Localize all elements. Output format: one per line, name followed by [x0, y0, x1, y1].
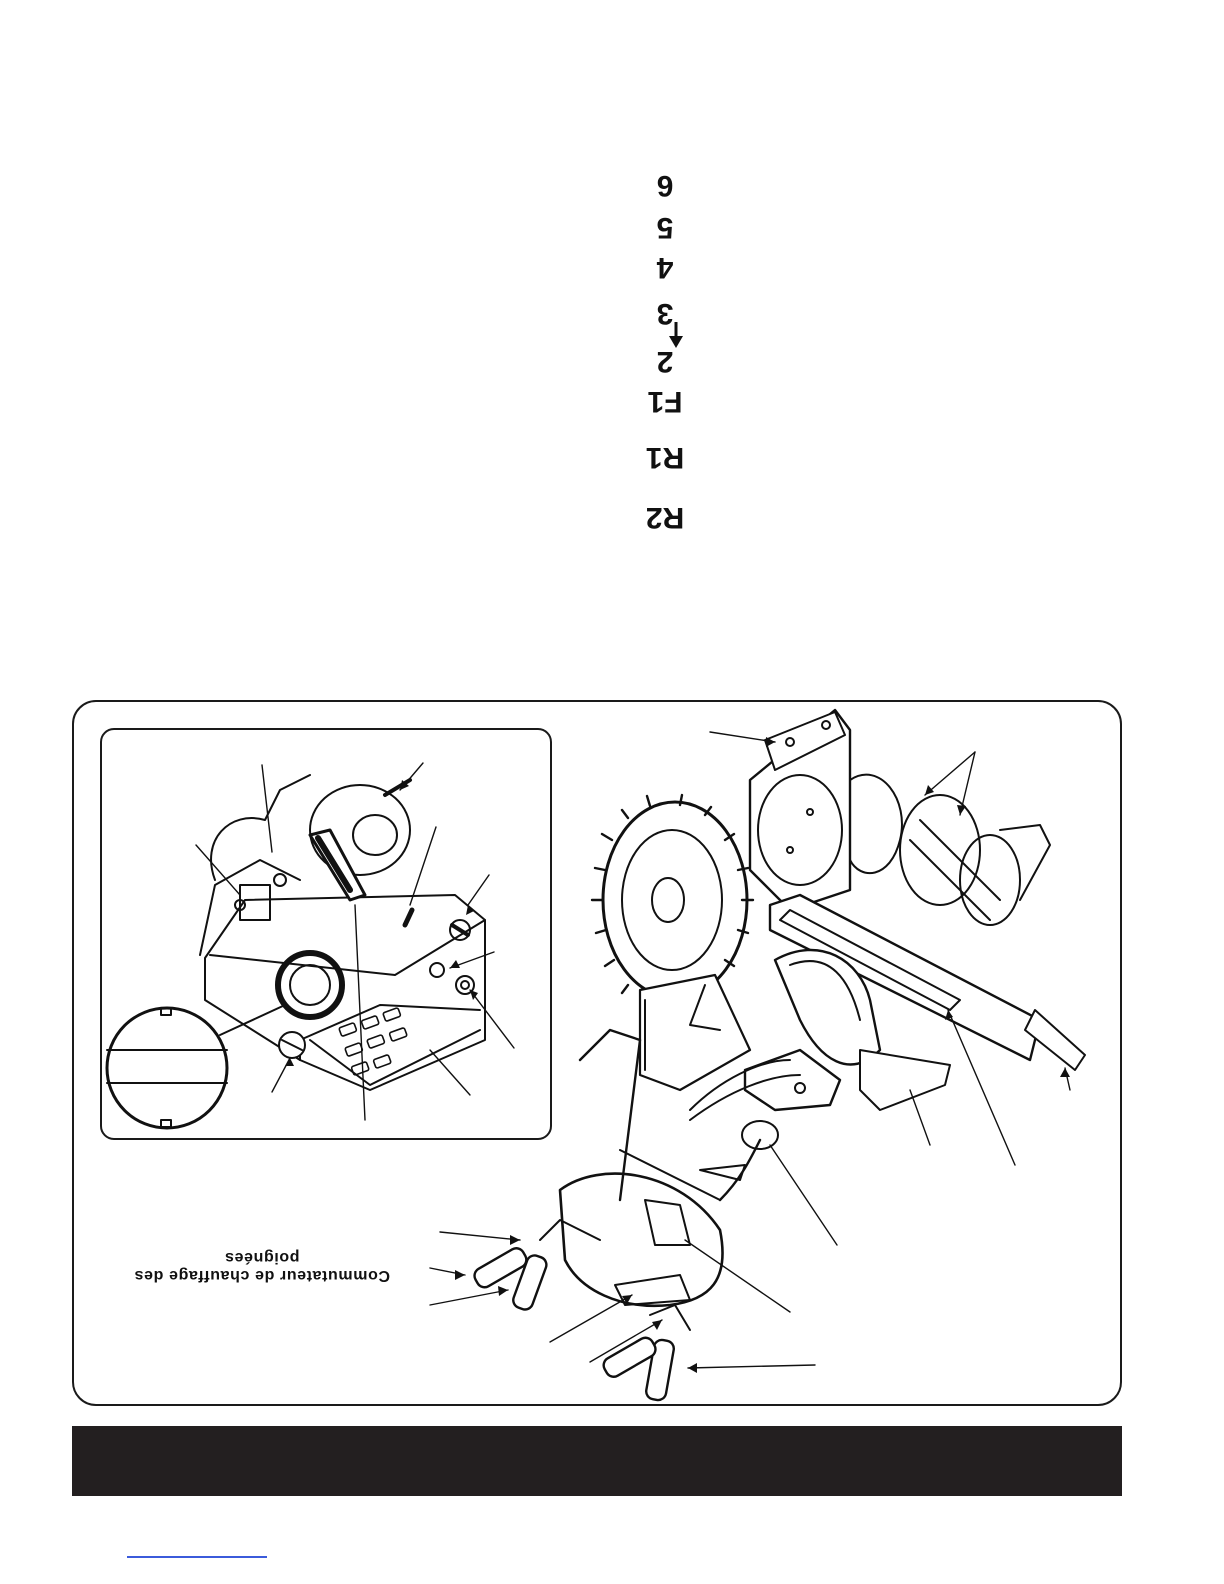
- engine-illustration: [200, 775, 485, 1090]
- gear-position-2: 2: [656, 345, 674, 378]
- gear-position-f1: F1: [647, 385, 683, 418]
- gear-position-r2: R2: [645, 501, 685, 534]
- gear-position-r1: R1: [645, 441, 685, 474]
- gear-position-3: 3: [656, 297, 674, 330]
- snowblower-main-illustration: [472, 710, 1085, 1401]
- gear-position-4: 4: [656, 251, 674, 284]
- footer-bar: [72, 1426, 1122, 1496]
- footer-link-underline[interactable]: [127, 1556, 267, 1558]
- handle-heater-switch-label: Commutateur de chauffage des poignées: [134, 1249, 390, 1284]
- gear-position-5: 5: [656, 211, 674, 244]
- gear-position-6: 6: [656, 169, 674, 202]
